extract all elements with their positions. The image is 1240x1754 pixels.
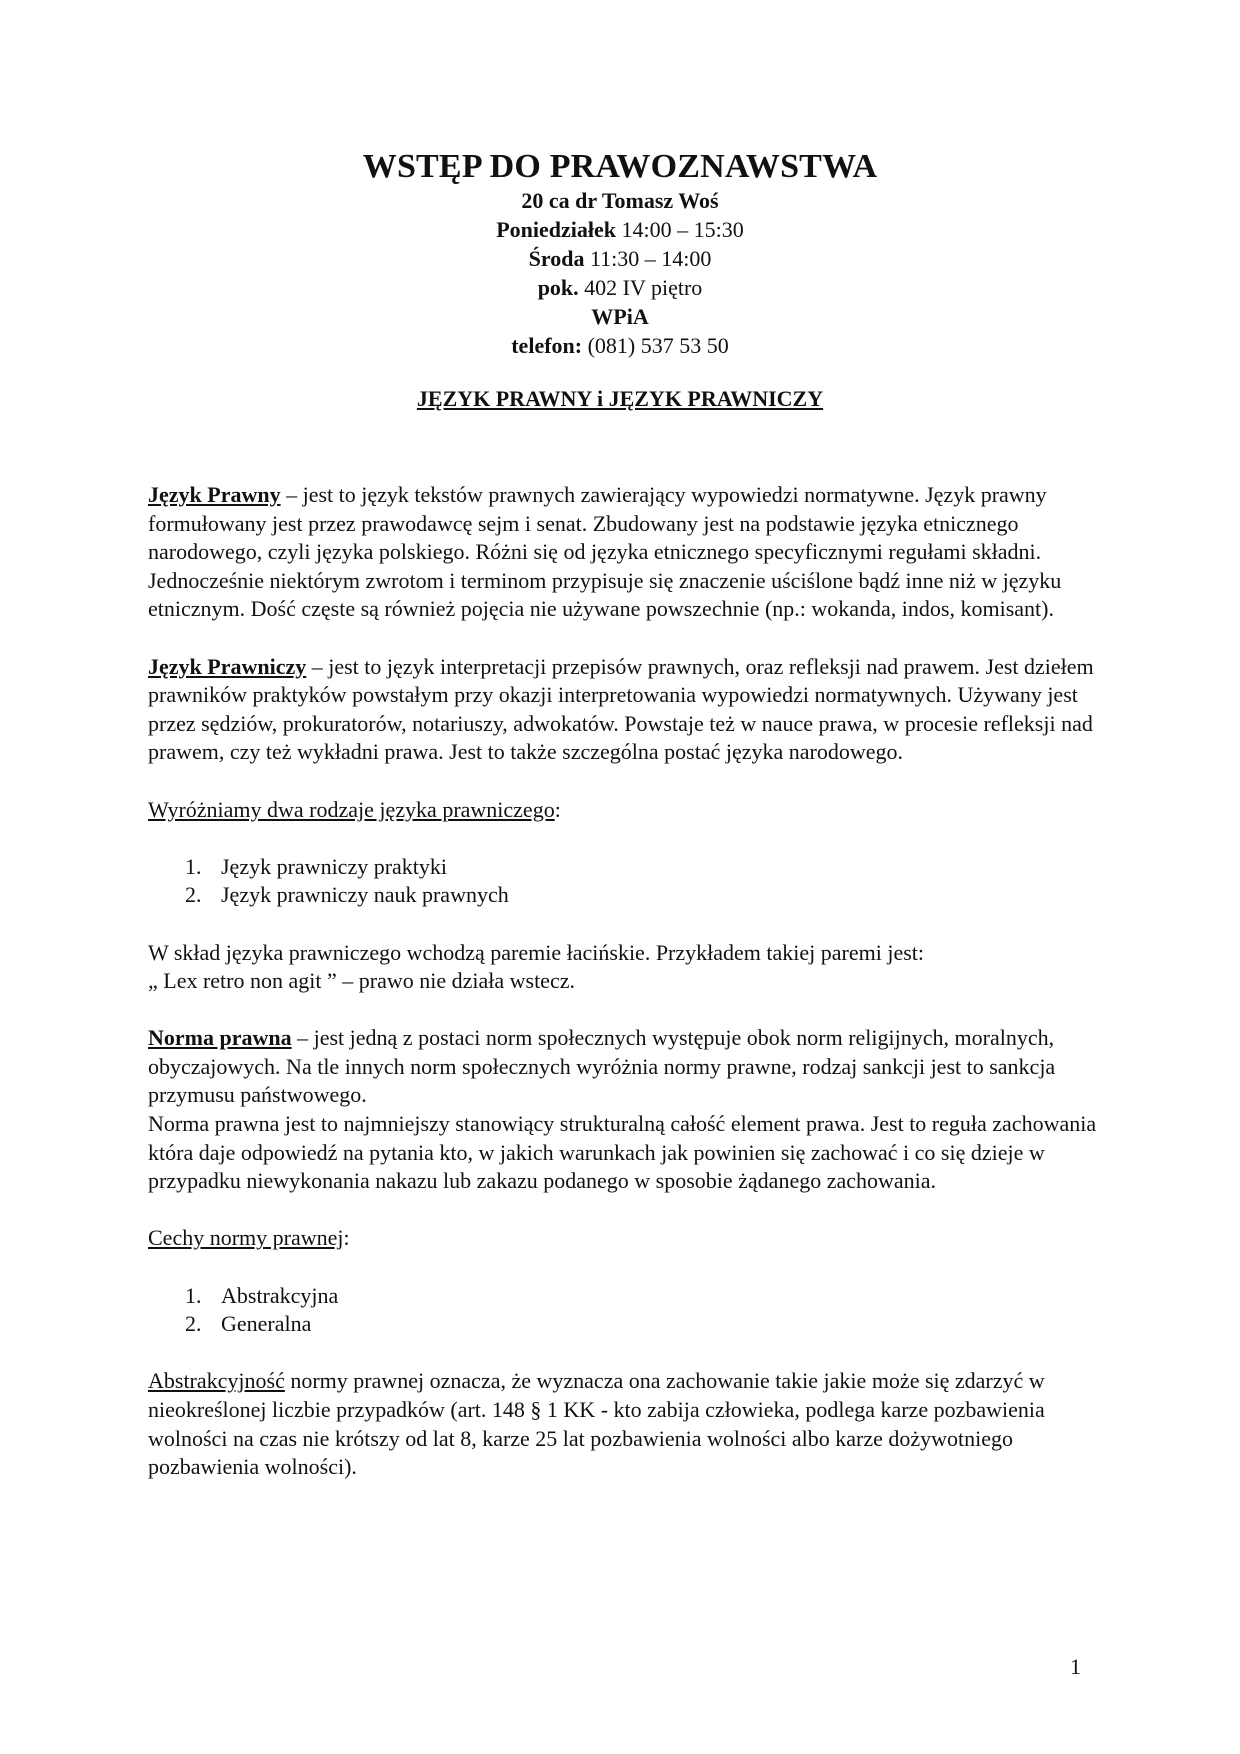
list-text: Generalna: [221, 1311, 312, 1337]
phone-label: telefon:: [511, 333, 583, 358]
features-list: [148, 1282, 1098, 1339]
features-colon: :: [343, 1225, 350, 1251]
kinds-list: [148, 853, 1098, 910]
paragraph-jezyk-prawny: [148, 481, 1098, 624]
room-line: [0, 273, 1240, 302]
term-jezyk-prawniczy: Język Prawniczy: [148, 653, 307, 679]
paragraph-norma-prawna-2: Norma prawna jest to najmniejszy stanowiący strukturalną całość element prawa. Jest to reguła zachowania która daje odpowiedź na pytania kto, w jakich warunkach jak powinien się zachować i co się dzieje w przypadku niewykonania nakazu lub zakazu podanego w sposobie żądanego zachowania.: [148, 1111, 1097, 1194]
features-intro: [148, 1224, 1098, 1253]
paragraph-text: – jest jedną z postaci norm społecznych występuje obok norm religijnych, moralnych, obyczajowych. Na tle innych norm społecznych wyróżnia normy prawne, rodzaj sankcji jest to sankcja przymusu państwowego.: [148, 1025, 1056, 1108]
paremie-line-1: W skład języka prawniczego wchodzą paremie łacińskie. Przykładem takiej paremi jest:: [148, 939, 925, 965]
document-title: WSTĘP DO PRAWOZNAWSTWA: [362, 148, 878, 185]
lecturer-line: 20 ca dr Tomasz Woś: [521, 188, 719, 213]
hours-day: Poniedziałek: [496, 217, 617, 242]
room-label: pok.: [537, 275, 579, 300]
list-number: 1.: [185, 853, 202, 879]
phone-value: (081) 537 53 50: [582, 333, 729, 358]
paragraph-text: – jest to język tekstów prawnych zawierający wypowiedzi normatywne. Język prawny formułowany jest przez prawodawcę sejm i senat. Zbudowany jest na podstawie języka etnicznego narodowego, czyli języka polskiego. Różni się od języka etnicznego specyficznymi regułami składni. Jednocześnie niektórym zwrotom i terminom przypisuje się znaczenie uściślone bądź inne niż w języku etnicznym. Dość częste są również pojęcia nie używane powszechnie (np.: wokanda, indos, komisant).: [148, 482, 1062, 622]
kinds-colon: :: [554, 796, 561, 822]
list-item: [185, 1310, 1098, 1339]
paragraph-abstrakcyjnosc: [148, 1367, 1098, 1481]
paragraph-norma-prawna: [148, 1024, 1098, 1110]
kinds-intro: [148, 796, 1098, 825]
list-number: 2.: [185, 1311, 202, 1337]
hours-day: Środa: [528, 246, 585, 271]
features-intro-text: Cechy normy prawnej: [148, 1225, 344, 1251]
phone-line: [0, 331, 1240, 360]
paragraph-text: normy prawnej oznacza, że wyznacza ona zachowanie takie jakie może się zdarzyć w nieokreślonej liczbie przypadków (art. 148 § 1 KK - kto zabija człowieka, podlega karze pozbawienia wolności na czas nie krótszy od lat 8, karze 25 lat pozbawienia wolności albo karze dożywotniego pozbawienia wolności).: [148, 1368, 1045, 1480]
hours-time: 14:00 – 15:30: [616, 217, 744, 242]
paragraph-text: – jest to język interpretacji przepisów prawnych, oraz refleksji nad prawem. Jest dziełem prawników praktyków powstałym przy okazji interpretowania wypowiedzi normatywnych. Używany jest przez sędziów, prokuratorów, notariuszy, adwokatów. Powstaje też w nauce prawa, w procesie refleksji nad prawem, czy też wykładni prawa. Jest to także szczególna postać języka narodowego.: [148, 653, 1094, 765]
list-number: 1.: [185, 1282, 202, 1308]
section-title: JĘZYK PRAWNY i JĘZYK PRAWNICZY: [416, 386, 824, 411]
paragraph-jezyk-prawniczy: [148, 653, 1098, 767]
faculty-line: WPiA: [591, 304, 649, 329]
list-text: Język prawniczy praktyki: [221, 853, 448, 879]
term-jezyk-prawny: Język Prawny: [148, 482, 281, 507]
list-number: 2.: [185, 882, 202, 908]
list-text: Abstrakcyjna: [221, 1282, 339, 1308]
list-item: [185, 853, 1098, 882]
list-text: Język prawniczy nauk prawnych: [221, 882, 509, 908]
list-item: [185, 881, 1098, 910]
hours-line-2: [0, 244, 1240, 273]
term-norma-prawna: Norma prawna: [148, 1025, 292, 1051]
room-value: 402 IV piętro: [578, 275, 703, 300]
document-body: [148, 481, 1098, 1482]
term-abstrakcyjnosc: Abstrakcyjność: [148, 1368, 285, 1394]
hours-line-1: [0, 215, 1240, 244]
paremie-line-2: „ Lex retro non agit ” – prawo nie działa wstecz.: [148, 968, 575, 994]
kinds-intro-text: Wyróżniamy dwa rodzaje języka prawniczego: [148, 796, 555, 822]
list-item: [185, 1282, 1098, 1311]
hours-time: 11:30 – 14:00: [584, 246, 712, 271]
page-number: 1: [1070, 1654, 1081, 1679]
document-header: [0, 148, 1240, 413]
